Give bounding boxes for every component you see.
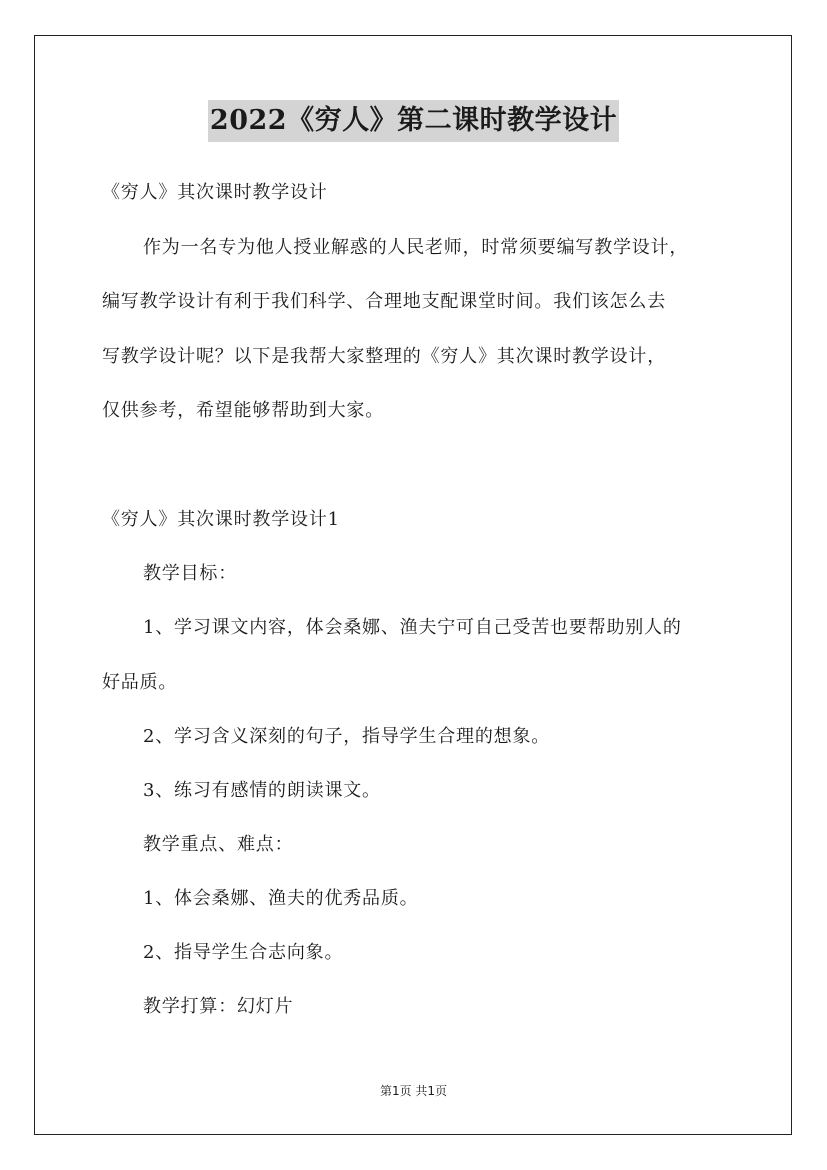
page-title: 2022《穷人》第二课时教学设计 <box>208 100 619 142</box>
intro-line-2: 编写教学设计有利于我们科学、合理地支配课堂时间。我们该怎么去 <box>102 291 666 312</box>
goal-3: 3、练习有感情的朗读课文。 <box>143 780 381 801</box>
key-points-heading: 教学重点、难点： <box>143 834 294 855</box>
key-point-2: 2、指导学生合志向象。 <box>143 942 344 963</box>
preparation: 教学打算：幻灯片 <box>143 996 294 1017</box>
goal-2: 2、学习含义深刻的句子，指导学生合理的想象。 <box>143 726 551 747</box>
subtitle: 《穷人》其次课时教学设计 <box>102 182 328 203</box>
intro-line-4: 仅供参考，希望能够帮助到大家。 <box>102 400 384 421</box>
goal-1-line-2: 好品质。 <box>102 672 178 693</box>
title-container <box>0 100 827 142</box>
goal-1-line-1: 1、学习课文内容，体会桑娜、渔夫宁可自己受苦也要帮助别人的 <box>143 617 682 638</box>
section-heading: 《穷人》其次课时教学设计1 <box>102 509 340 530</box>
intro-line-1: 作为一名专为他人授业解惑的人民老师，时常须要编写教学设计， <box>143 237 689 258</box>
intro-line-3: 写教学设计呢？以下是我帮大家整理的《穷人》其次课时教学设计， <box>102 346 666 367</box>
goals-heading: 教学目标： <box>143 563 237 584</box>
key-point-1: 1、体会桑娜、渔夫的优秀品质。 <box>143 888 419 909</box>
page-footer: 第1页 共1页 <box>379 1084 448 1098</box>
